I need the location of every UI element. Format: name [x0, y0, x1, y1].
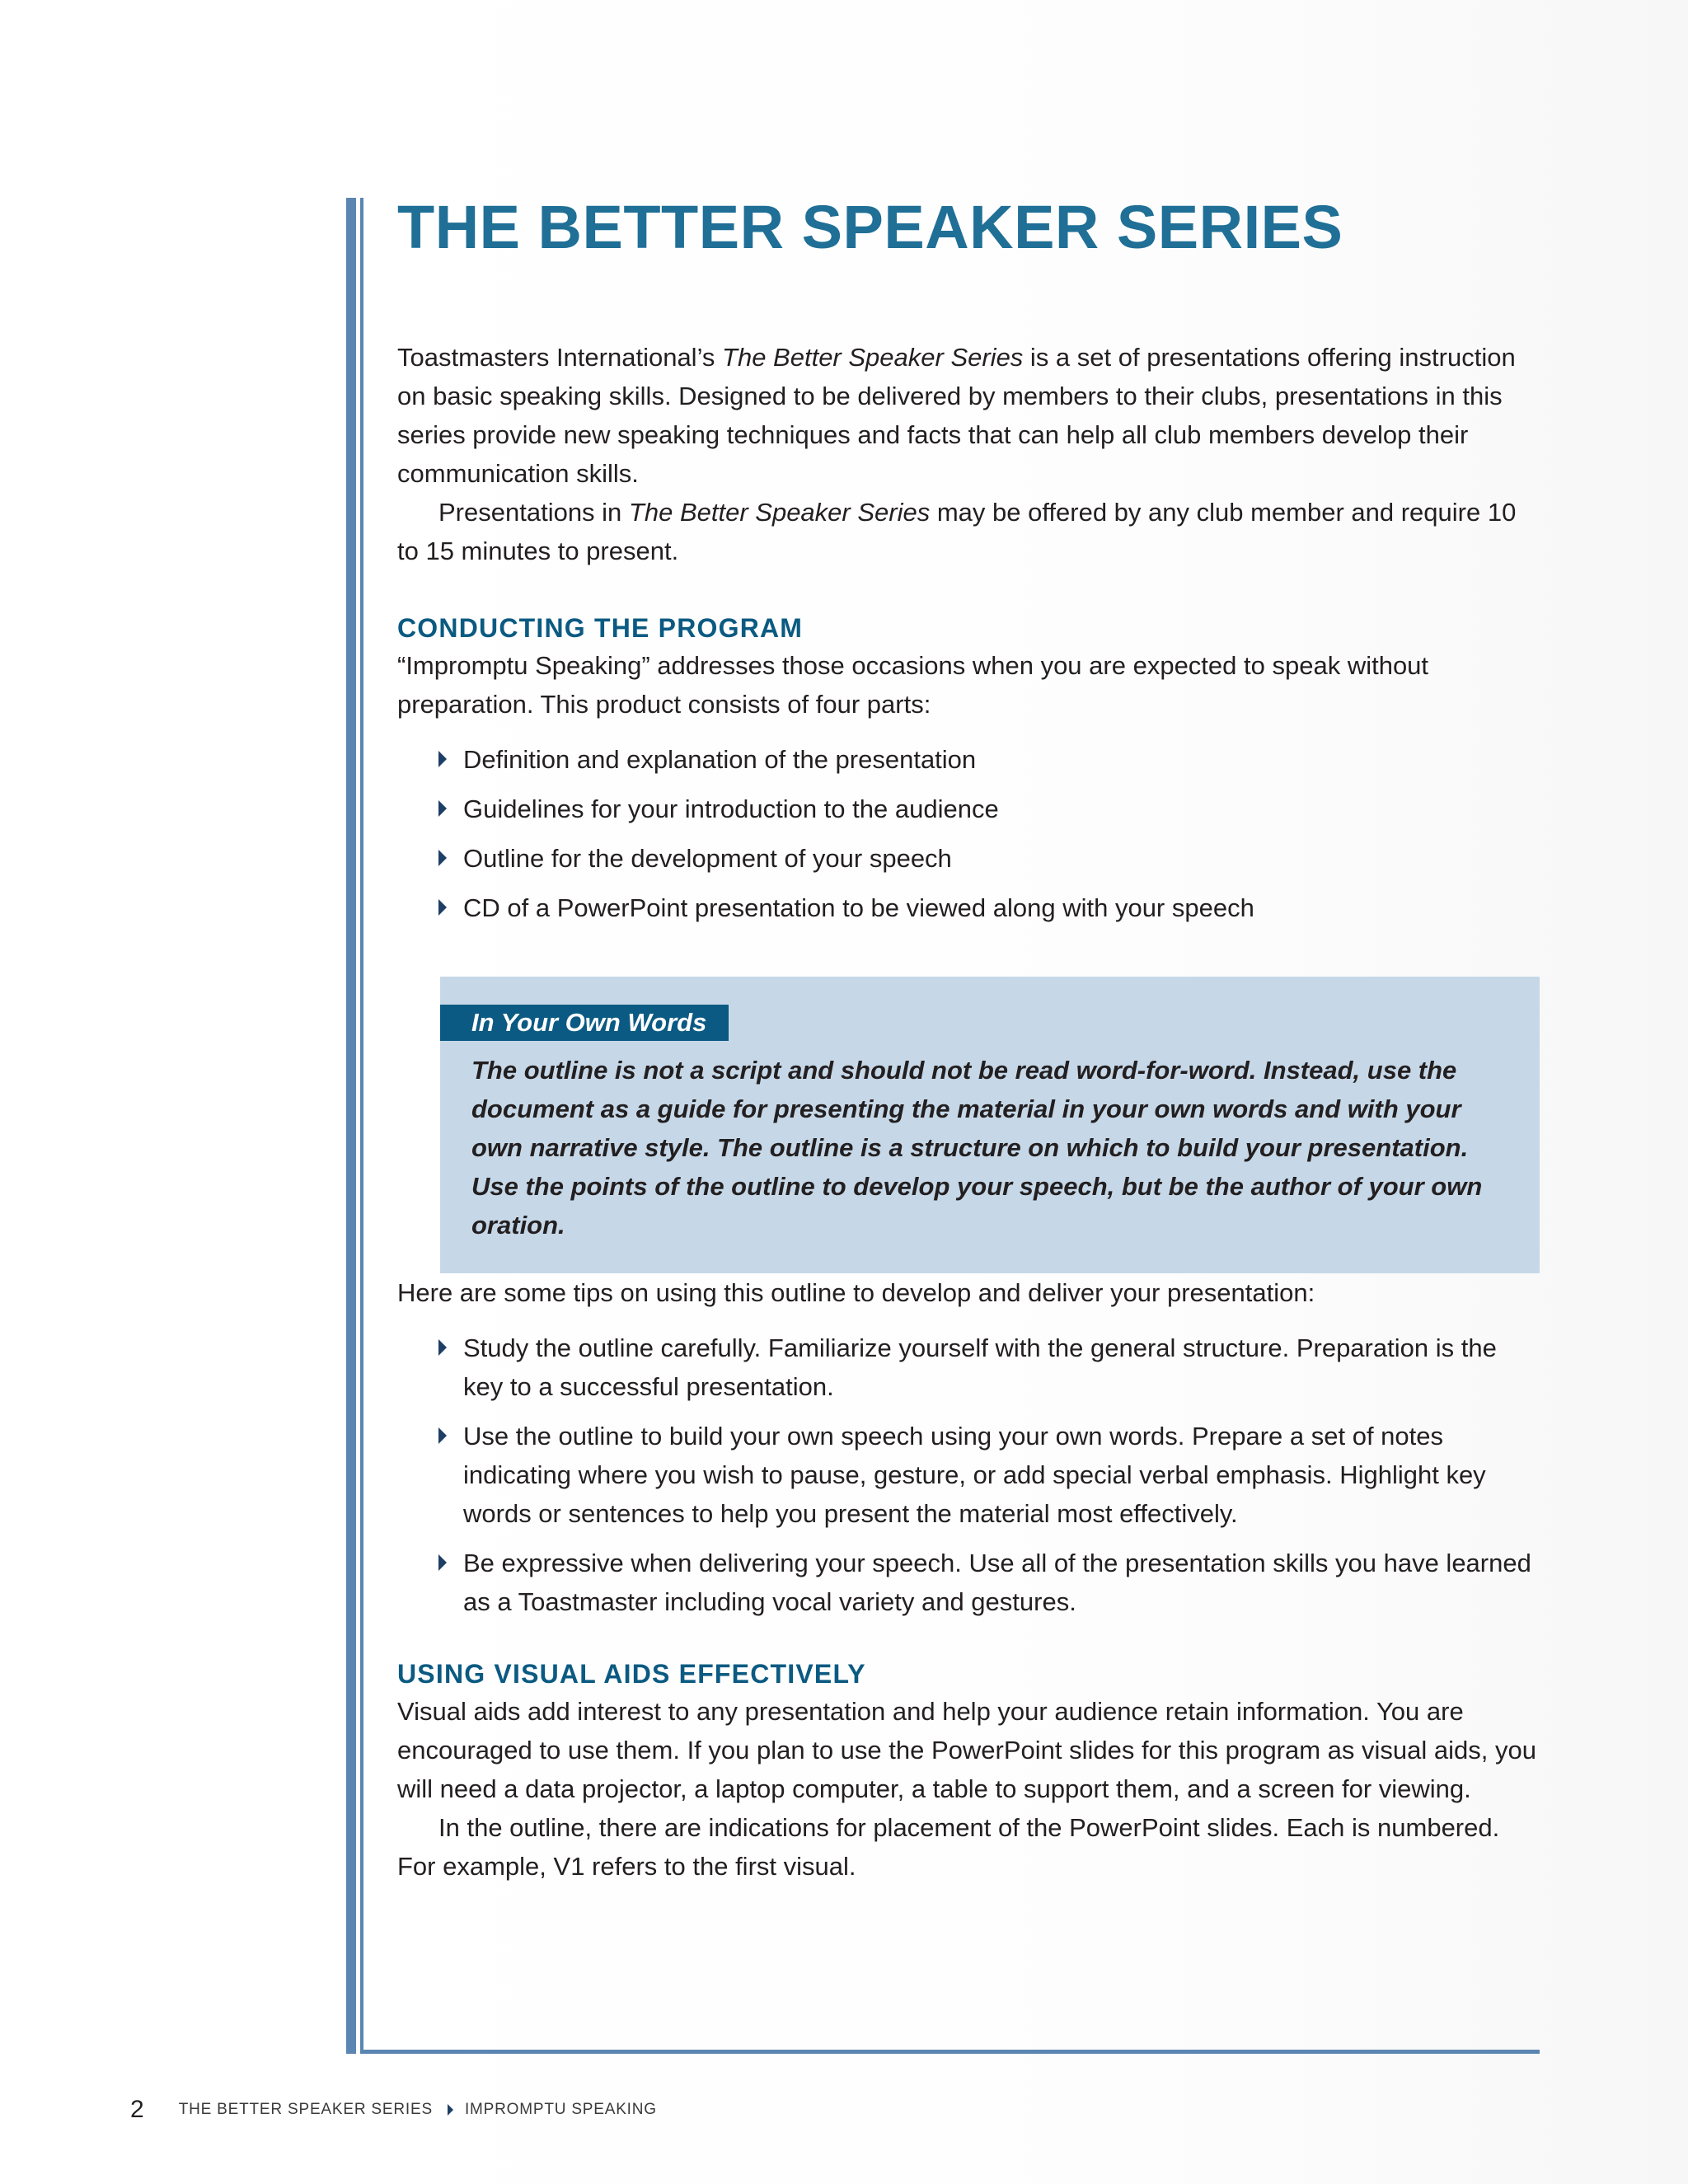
left-rule-thick: [346, 198, 356, 2054]
heading-visual-aids: USING VISUAL AIDS EFFECTIVELY: [397, 1659, 866, 1689]
list-item: [463, 1417, 1540, 1533]
left-rule-thin: [360, 198, 363, 2054]
list-item: [463, 1329, 1540, 1406]
list-item: [463, 740, 1540, 779]
bullet-arrow-icon: [438, 1427, 447, 1444]
bullet-arrow-icon: [438, 1339, 447, 1356]
visual-aids-paragraph-2: In the outline, there are indications for placement of the PowerPoint slides. Each is numbered. For example, V1 refers to the first visual.: [397, 1813, 1500, 1881]
intro-p1-series-title: The Better Speaker Series: [722, 343, 1024, 372]
bottom-rule: [360, 2050, 1540, 2054]
main-content: [397, 188, 1540, 1886]
list-item-text: Definition and explanation of the presentation: [463, 745, 977, 774]
bullet-arrow-icon: [438, 1554, 447, 1571]
page-title: THE BETTER SPEAKER SERIES: [397, 193, 1343, 261]
list-item-text: Guidelines for your introduction to the audience: [463, 794, 999, 823]
bullet-arrow-icon: [438, 800, 447, 817]
heading-conducting-program: CONDUCTING THE PROGRAM: [397, 613, 804, 643]
intro-p2-series-title: The Better Speaker Series: [628, 498, 931, 527]
callout-text: The outline is not a script and should not be read word-for-word. Instead, use the document as a guide for presenting the material in your own words and with your own narrative style. The outline is a structure on which to build your presentation. Use the points of the outline to develop your speech, but be the author of your own oration.: [471, 1056, 1483, 1240]
intro-section: [397, 338, 1540, 570]
bullet-arrow-icon: [438, 899, 447, 916]
tips-intro: Here are some tips on using this outline to develop and deliver your presentation:: [397, 1278, 1315, 1307]
bullet-arrow-icon: [438, 751, 447, 767]
intro-p1-post: is a set of presentations offering instruction on basic speaking skills. Designed to be delivered by members to their clubs, presentations in this series provide new speaking techniques and facts that can help all club members develop their communication skills.: [397, 343, 1516, 488]
intro-paragraph-2: [397, 493, 1540, 570]
list-item: [463, 1544, 1540, 1621]
intro-paragraph-1: [397, 338, 1540, 493]
list-item-text: Be expressive when delivering your speech. Use all of the presentation skills you have learned as a Toastmaster including vocal variety and gestures.: [463, 1549, 1531, 1616]
page-number: 2: [130, 2096, 144, 2123]
list-item-text: Outline for the development of your speech: [463, 844, 952, 873]
page-footer: [130, 2096, 657, 2124]
list-item: [463, 790, 1540, 828]
list-item-text: Use the outline to build your own speech using your own words. Prepare a set of notes indicating where you wish to pause, gesture, or add special verbal emphasis. Highlight key words or sentences to help you present the material most effectively.: [463, 1422, 1486, 1528]
callout-label: In Your Own Words: [440, 1005, 729, 1041]
conducting-paragraph: “Impromptu Speaking” addresses those occasions when you are expected to speak without preparation. This product consists of four parts:: [397, 651, 1429, 719]
list-item-text: Study the outline carefully. Familiarize yourself with the general structure. Preparation is the key to a successful presentation.: [463, 1333, 1497, 1401]
parts-list: [397, 740, 1540, 927]
list-item: [463, 839, 1540, 878]
intro-p2-pre: Presentations in: [438, 498, 629, 527]
list-item: [463, 888, 1540, 927]
footer-separator-arrow-icon: [448, 2104, 453, 2116]
tips-list: [397, 1329, 1540, 1621]
footer-series: THE BETTER SPEAKER SERIES: [178, 2101, 433, 2118]
visual-aids-paragraph-1: Visual aids add interest to any presentation and help your audience retain information. You are encouraged to use them. If you plan to use the PowerPoint slides for this program as visual aids, you will need a data projector, a laptop computer, a table to support them, and a screen for viewing.: [397, 1697, 1536, 1803]
intro-p2-post: may be offered by any club member and require 10 to 15 minutes to present.: [397, 498, 1517, 565]
bullet-arrow-icon: [438, 850, 447, 866]
list-item-text: CD of a PowerPoint presentation to be viewed along with your speech: [463, 893, 1254, 922]
footer-topic: IMPROMPTU SPEAKING: [464, 2101, 657, 2118]
intro-p1-pre: Toastmasters International’s: [397, 343, 723, 372]
callout-box: [440, 977, 1540, 1273]
